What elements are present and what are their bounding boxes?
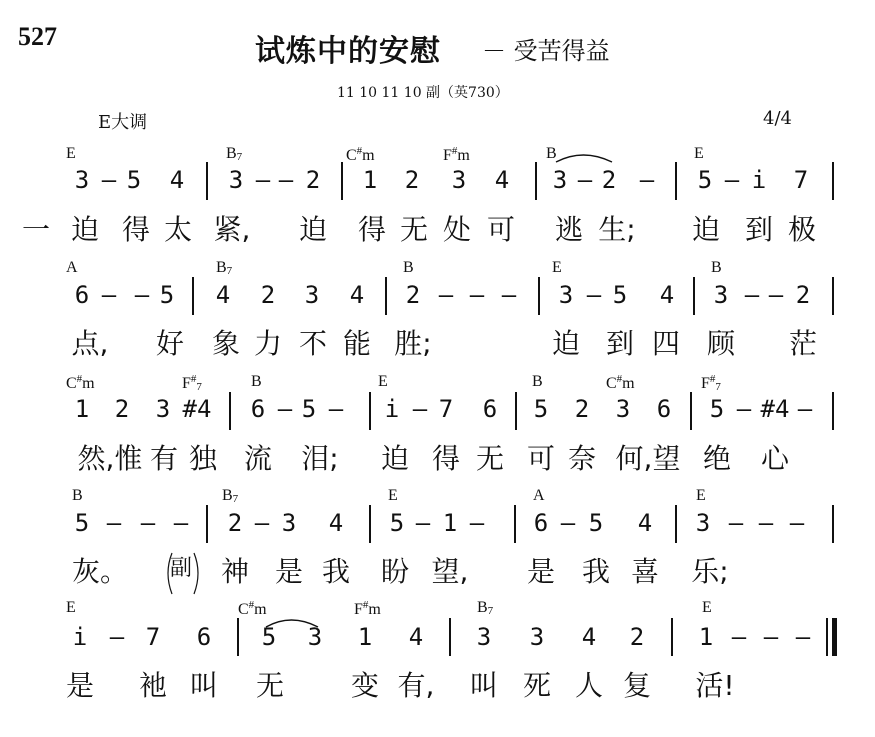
note: – bbox=[731, 623, 747, 651]
chord-symbol: B bbox=[546, 145, 557, 162]
barline bbox=[671, 618, 673, 656]
chord-symbol: B bbox=[711, 259, 722, 276]
chord-symbol: C#m bbox=[346, 145, 375, 164]
lyric-syllable: 无 bbox=[399, 213, 429, 246]
note: 1 bbox=[74, 395, 90, 423]
lyric-syllable: 叫 bbox=[469, 669, 499, 702]
note: 3 bbox=[476, 623, 492, 651]
note: 4 bbox=[637, 509, 653, 537]
note: – bbox=[758, 509, 774, 537]
note: 2 bbox=[227, 509, 243, 537]
note: 5 bbox=[74, 509, 90, 537]
final-barline-thin bbox=[826, 618, 828, 656]
barline bbox=[675, 505, 677, 543]
chord-symbol: $B_7$ bbox=[216, 259, 233, 277]
note: – bbox=[101, 166, 117, 194]
note: – bbox=[173, 509, 189, 537]
note: 5 bbox=[389, 509, 405, 537]
note: – bbox=[560, 509, 576, 537]
chord-symbol: A bbox=[533, 487, 545, 504]
lyric-syllable: 迫 bbox=[298, 213, 328, 246]
note: 4 bbox=[169, 166, 185, 194]
lyric-syllable: 是 bbox=[274, 555, 304, 588]
note: – bbox=[469, 509, 485, 537]
lyric-syllable: 无 bbox=[255, 669, 285, 702]
note: – bbox=[254, 509, 270, 537]
lyric-syllable: 胜; bbox=[394, 327, 432, 360]
note: 1 bbox=[357, 623, 373, 651]
note: – bbox=[106, 509, 122, 537]
note: – bbox=[501, 281, 517, 309]
lyric-syllable: 极 bbox=[787, 213, 817, 246]
lyric-syllable: 活! bbox=[695, 669, 735, 702]
barline bbox=[832, 392, 834, 430]
note: 4 bbox=[581, 623, 597, 651]
lyric-syllable: 不 bbox=[298, 327, 328, 360]
barline bbox=[690, 392, 692, 430]
key-signature: E大调 bbox=[98, 112, 148, 133]
lyric-syllable: 我 bbox=[321, 555, 351, 588]
note: – bbox=[639, 166, 655, 194]
note: 2 bbox=[629, 623, 645, 651]
note: 5 bbox=[301, 395, 317, 423]
lyric-syllable: 是 bbox=[526, 555, 556, 588]
lyric-syllable: 可 bbox=[486, 213, 516, 246]
note: 1 bbox=[362, 166, 378, 194]
barline bbox=[237, 618, 239, 656]
note: 3 bbox=[155, 395, 171, 423]
note: 4 bbox=[328, 509, 344, 537]
note: 3 bbox=[695, 509, 711, 537]
note: – bbox=[277, 395, 293, 423]
lyric-syllable: 迫 bbox=[70, 213, 100, 246]
chord-symbol: B bbox=[72, 487, 83, 504]
note: 2 bbox=[405, 281, 421, 309]
lyric-syllable: 到 bbox=[744, 213, 774, 246]
note: 2 bbox=[404, 166, 420, 194]
note: i bbox=[751, 166, 767, 194]
final-barline-thick bbox=[832, 618, 837, 656]
lyric-syllable: 喜 bbox=[630, 555, 660, 588]
note: 3 bbox=[74, 166, 90, 194]
note: 1 bbox=[698, 623, 714, 651]
lyric-syllable: 得 bbox=[431, 442, 461, 475]
note: 5 bbox=[697, 166, 713, 194]
lyric-syllable: 四 bbox=[651, 327, 681, 360]
note: 6 bbox=[533, 509, 549, 537]
chord-symbol: E bbox=[552, 259, 562, 276]
meter-line: 11 10 11 10 副（英730） bbox=[337, 85, 509, 101]
note: 6 bbox=[74, 281, 90, 309]
barline bbox=[385, 277, 387, 315]
note: – bbox=[744, 281, 760, 309]
barline bbox=[369, 505, 371, 543]
lyric-syllable: 是 bbox=[65, 669, 95, 702]
barline bbox=[341, 162, 343, 200]
chord-symbol: B bbox=[251, 373, 262, 390]
hymn-number: 527 bbox=[18, 22, 57, 51]
chord-symbol: E bbox=[702, 599, 712, 616]
barline bbox=[206, 505, 208, 543]
note: 6 bbox=[656, 395, 672, 423]
note: 5 bbox=[533, 395, 549, 423]
lyric-syllable: 迫 bbox=[691, 213, 721, 246]
lyric-syllable: 泪; bbox=[301, 442, 339, 475]
lyric-syllable: 迫 bbox=[380, 442, 410, 475]
note: 5 bbox=[159, 281, 175, 309]
lyric-syllable: 死 bbox=[522, 669, 552, 702]
note: 5 bbox=[261, 623, 277, 651]
note: i bbox=[72, 623, 88, 651]
lyric-syllable: 叫 bbox=[189, 669, 219, 702]
lyric-syllable: 处 bbox=[442, 213, 472, 246]
chord-symbol: E bbox=[694, 145, 704, 162]
chord-symbol: E bbox=[66, 599, 76, 616]
note: 1 bbox=[442, 509, 458, 537]
lyric-syllable: 茫 bbox=[788, 327, 818, 360]
chord-symbol: $F^{\#}_7$ bbox=[182, 373, 202, 393]
lyric-syllable: 望, bbox=[431, 555, 469, 588]
chord-symbol: $B_7$ bbox=[477, 599, 494, 617]
note: 3 bbox=[228, 166, 244, 194]
note: 5 bbox=[126, 166, 142, 194]
time-signature: 4/4 bbox=[763, 108, 792, 129]
note: 6 bbox=[250, 395, 266, 423]
note: 4 bbox=[408, 623, 424, 651]
lyric-syllable: 到 bbox=[605, 327, 635, 360]
lyric-syllable: 心 bbox=[760, 442, 790, 475]
note: – bbox=[438, 281, 454, 309]
lyric-syllable: 有, bbox=[397, 669, 435, 702]
note: 2 bbox=[114, 395, 130, 423]
note: 3 bbox=[304, 281, 320, 309]
note: – bbox=[328, 395, 344, 423]
note: 3 bbox=[615, 395, 631, 423]
lyric-syllable: 一 bbox=[21, 213, 51, 246]
note: – bbox=[278, 166, 294, 194]
lyric-syllable: 奈 bbox=[567, 442, 597, 475]
chord-symbol: $F^{\#}_7$ bbox=[701, 373, 721, 393]
note: – bbox=[736, 395, 752, 423]
note: 4 bbox=[215, 281, 231, 309]
note: 2 bbox=[260, 281, 276, 309]
barline bbox=[515, 392, 517, 430]
lyric-syllable: 复 bbox=[622, 669, 652, 702]
lyric-syllable: 灰。 bbox=[71, 555, 129, 588]
lyric-syllable: 紧, bbox=[213, 213, 251, 246]
note: – bbox=[101, 281, 117, 309]
lyric-syllable: 点, bbox=[71, 327, 109, 360]
note: – bbox=[768, 281, 784, 309]
note: 7 bbox=[793, 166, 809, 194]
lyric-syllable: 得 bbox=[357, 213, 387, 246]
barline bbox=[832, 277, 834, 315]
lyric-syllable: 好 bbox=[155, 327, 185, 360]
chord-symbol: $B_7$ bbox=[226, 145, 243, 163]
chord-symbol: C#m bbox=[66, 373, 95, 392]
note: – bbox=[763, 623, 779, 651]
note: 3 bbox=[552, 166, 568, 194]
chorus-marker: 副 bbox=[169, 556, 193, 581]
barline bbox=[206, 162, 208, 200]
chord-symbol: C#m bbox=[606, 373, 635, 392]
lyric-syllable: 盼 bbox=[380, 555, 410, 588]
barline bbox=[538, 277, 540, 315]
note: 5 bbox=[588, 509, 604, 537]
note: 3 bbox=[529, 623, 545, 651]
chord-symbol: E bbox=[378, 373, 388, 390]
barline bbox=[675, 162, 677, 200]
note: 5 bbox=[612, 281, 628, 309]
lyric-syllable: 绝 bbox=[702, 442, 732, 475]
note: 3 bbox=[307, 623, 323, 651]
note: 3 bbox=[713, 281, 729, 309]
barline bbox=[832, 505, 834, 543]
note: 2 bbox=[795, 281, 811, 309]
chord-symbol: A bbox=[66, 259, 78, 276]
note: – bbox=[728, 509, 744, 537]
chord-symbol: F#m bbox=[354, 599, 381, 618]
note: #4 bbox=[760, 395, 790, 423]
barline bbox=[514, 505, 516, 543]
lyric-syllable: 得 bbox=[121, 213, 151, 246]
chord-symbol: B bbox=[532, 373, 543, 390]
note: 4 bbox=[659, 281, 675, 309]
lyric-syllable: 流 bbox=[243, 442, 273, 475]
chord-symbol: F#m bbox=[443, 145, 470, 164]
note: – bbox=[789, 509, 805, 537]
barline bbox=[449, 618, 451, 656]
lyric-syllable: 可 bbox=[526, 442, 556, 475]
note: #4 bbox=[182, 395, 212, 423]
note: – bbox=[140, 509, 156, 537]
barline bbox=[693, 277, 695, 315]
lyric-syllable: 何,望 bbox=[615, 442, 681, 475]
note: 5 bbox=[709, 395, 725, 423]
lyric-syllable: 迫 bbox=[551, 327, 581, 360]
chord-symbol: B bbox=[403, 259, 414, 276]
lyric-syllable: 人 bbox=[574, 669, 604, 702]
note: – bbox=[412, 395, 428, 423]
note: 4 bbox=[349, 281, 365, 309]
barline bbox=[535, 162, 537, 200]
hymn-subtitle: － 受苦得益 bbox=[482, 37, 610, 65]
barline bbox=[229, 392, 231, 430]
barline bbox=[192, 277, 194, 315]
note: 3 bbox=[451, 166, 467, 194]
lyric-syllable: 衪 bbox=[138, 669, 168, 702]
barline bbox=[369, 392, 371, 430]
note: – bbox=[255, 166, 271, 194]
lyric-syllable: 象 bbox=[211, 327, 241, 360]
note: 3 bbox=[558, 281, 574, 309]
note: 2 bbox=[305, 166, 321, 194]
note: 6 bbox=[482, 395, 498, 423]
chord-symbol: $B_7$ bbox=[222, 487, 239, 505]
note: 6 bbox=[196, 623, 212, 651]
barline bbox=[832, 162, 834, 200]
note: 3 bbox=[281, 509, 297, 537]
lyric-syllable: 生; bbox=[598, 213, 636, 246]
lyric-syllable: 变 bbox=[350, 669, 380, 702]
note: 7 bbox=[145, 623, 161, 651]
note: – bbox=[415, 509, 431, 537]
lyric-syllable: 我 bbox=[581, 555, 611, 588]
note: – bbox=[109, 623, 125, 651]
lyric-syllable: 太 bbox=[163, 213, 193, 246]
note: 2 bbox=[574, 395, 590, 423]
note: – bbox=[469, 281, 485, 309]
lyric-syllable: 然,惟 bbox=[77, 442, 143, 475]
note: 7 bbox=[438, 395, 454, 423]
note: 2 bbox=[601, 166, 617, 194]
note: – bbox=[577, 166, 593, 194]
note: – bbox=[724, 166, 740, 194]
lyric-syllable: 顾 bbox=[706, 327, 736, 360]
lyric-syllable: 神 bbox=[220, 555, 250, 588]
note: – bbox=[797, 395, 813, 423]
note: – bbox=[134, 281, 150, 309]
note: 4 bbox=[494, 166, 510, 194]
note: – bbox=[586, 281, 602, 309]
chord-symbol: C#m bbox=[238, 599, 267, 618]
lyric-syllable: 乐; bbox=[691, 555, 729, 588]
lyric-syllable: 无 bbox=[475, 442, 505, 475]
lyric-syllable: 有 bbox=[149, 442, 179, 475]
lyric-syllable: 逃 bbox=[554, 213, 584, 246]
note: i bbox=[384, 395, 400, 423]
tie-line1 bbox=[556, 155, 612, 162]
note: – bbox=[795, 623, 811, 651]
chord-symbol: E bbox=[66, 145, 76, 162]
chord-symbol: E bbox=[696, 487, 706, 504]
lyric-syllable: 独 bbox=[188, 442, 218, 475]
hymn-title: 试炼中的安慰 bbox=[255, 34, 441, 69]
lyric-syllable: 能 bbox=[342, 327, 372, 360]
chord-symbol: E bbox=[388, 487, 398, 504]
lyric-syllable: 力 bbox=[253, 327, 283, 360]
